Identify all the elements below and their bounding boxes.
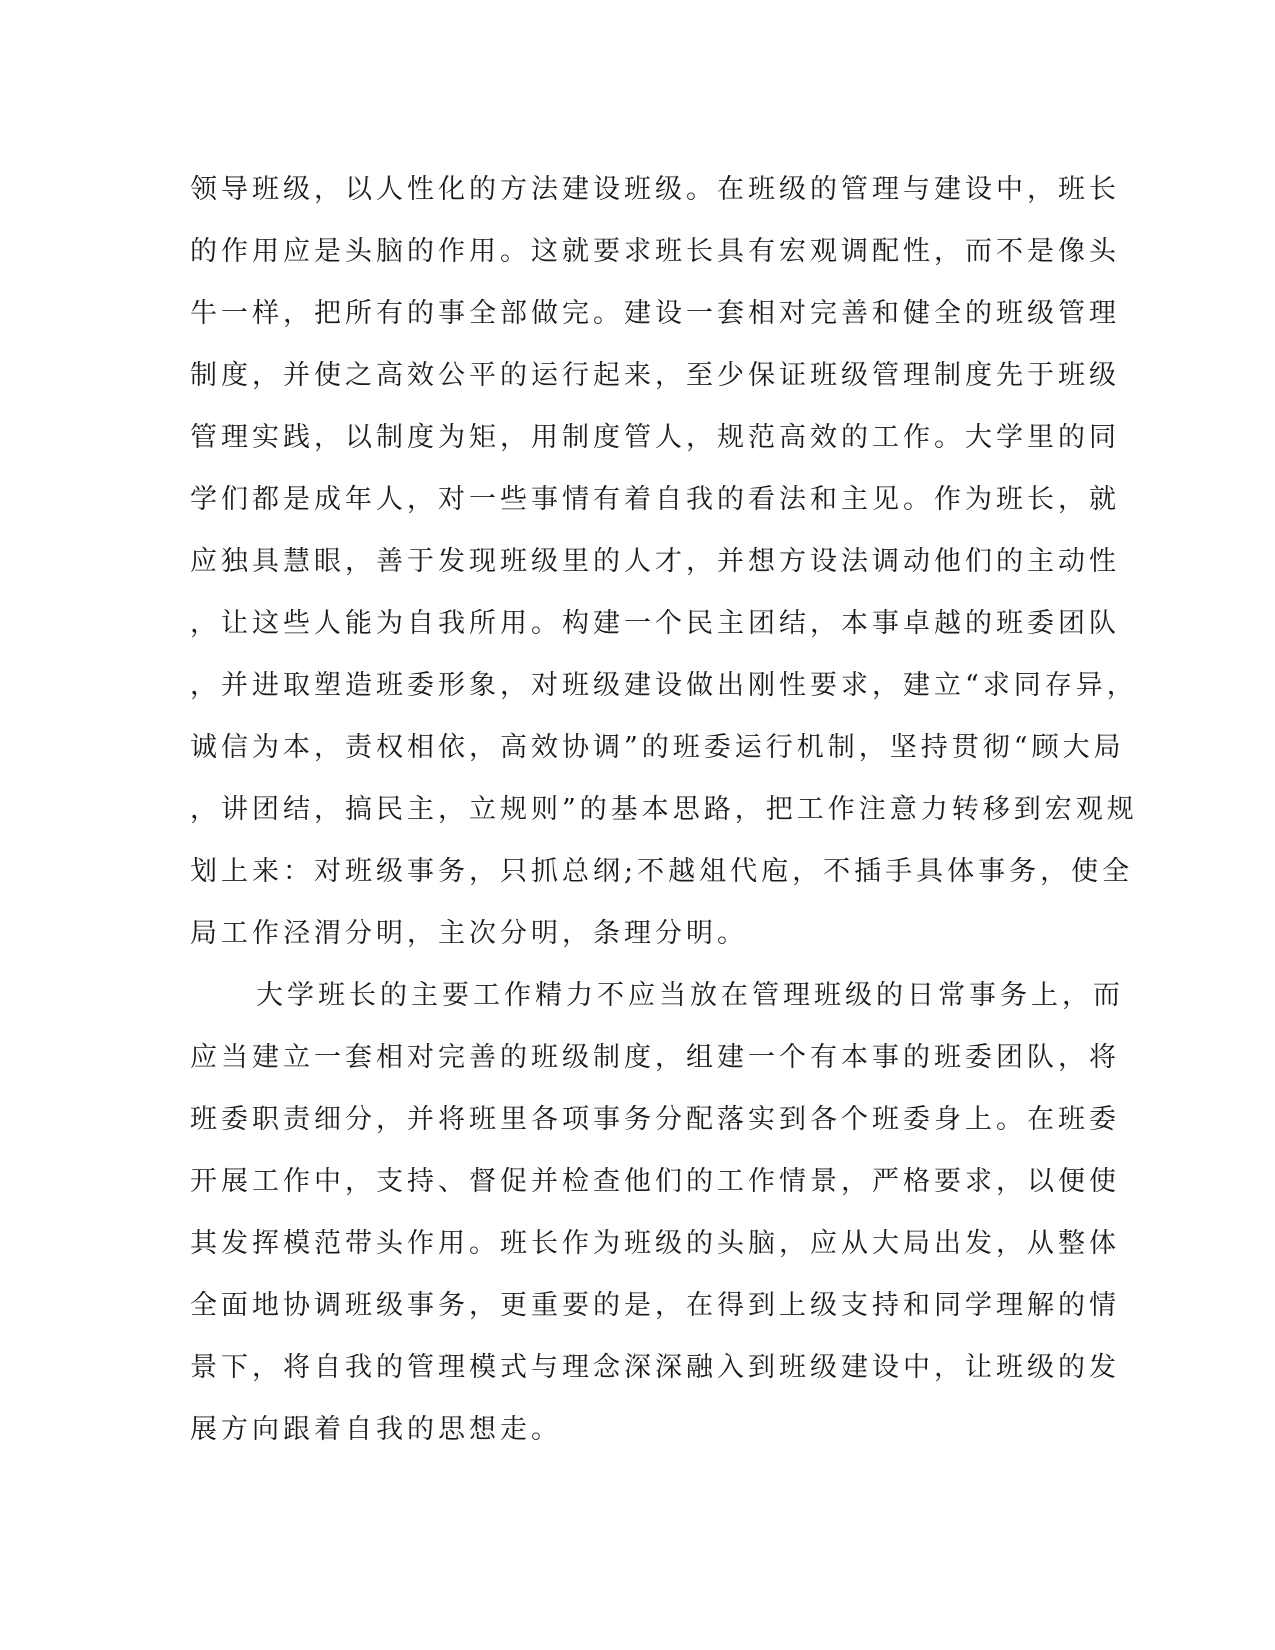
paragraph-line: ，让这些人能为自我所用。构建一个民主团结，本事卓越的班委团队 xyxy=(190,608,1120,639)
paragraph-line: 开展工作中，支持、督促并检查他们的工作情景，严格要求，以便使 xyxy=(190,1166,1120,1197)
paragraph-line: 划上来：对班级事务，只抓总纲;不越俎代庖，不插手具体事务，使全 xyxy=(190,856,1134,887)
paragraph-line: 的作用应是头脑的作用。这就要求班长具有宏观调配性，而不是像头 xyxy=(190,236,1120,267)
document-body xyxy=(190,159,1138,1461)
paragraph-line: 局工作泾渭分明，主次分明，条理分明。 xyxy=(190,918,748,949)
paragraph-line: 班委职责细分，并将班里各项事务分配落实到各个班委身上。在班委 xyxy=(190,1104,1120,1135)
paragraph-line: 诚信为本，责权相依，高效协调”的班委运行机制，坚持贯彻“顾大局 xyxy=(190,732,1125,763)
paragraph-line: 牛一样，把所有的事全部做完。建设一套相对完善和健全的班级管理 xyxy=(190,298,1120,329)
paragraph-line: 管理实践，以制度为矩，用制度管人，规范高效的工作。大学里的同 xyxy=(190,422,1120,453)
paragraph-line: 全面地协调班级事务，更重要的是，在得到上级支持和同学理解的情 xyxy=(190,1290,1120,1321)
paragraph-line: 领导班级，以人性化的方法建设班级。在班级的管理与建设中，班长 xyxy=(190,174,1120,205)
paragraph-1 xyxy=(190,159,1138,965)
paragraph-line: 展方向跟着自我的思想走。 xyxy=(190,1414,562,1445)
paragraph-line: ，讲团结，搞民主，立规则”的基本思路，把工作注意力转移到宏观规 xyxy=(190,794,1138,825)
paragraph-line: 其发挥模范带头作用。班长作为班级的头脑，应从大局出发，从整体 xyxy=(190,1228,1120,1259)
paragraph-2 xyxy=(190,965,1124,1461)
paragraph-line: 制度，并使之高效公平的运行起来，至少保证班级管理制度先于班级 xyxy=(190,360,1120,391)
paragraph-line: ，并进取塑造班委形象，对班级建设做出刚性要求，建立“求同存异， xyxy=(190,670,1138,701)
paragraph-line: 景下，将自我的管理模式与理念深深融入到班级建设中，让班级的发 xyxy=(190,1352,1120,1383)
paragraph-line: 学们都是成年人，对一些事情有着自我的看法和主见。作为班长，就 xyxy=(190,484,1120,515)
paragraph-line: 应当建立一套相对完善的班级制度，组建一个有本事的班委团队，将 xyxy=(190,1042,1120,1073)
paragraph-line: 大学班长的主要工作精力不应当放在管理班级的日常事务上，而 xyxy=(256,980,1124,1011)
paragraph-line: 应独具慧眼，善于发现班级里的人才，并想方设法调动他们的主动性 xyxy=(190,546,1120,577)
